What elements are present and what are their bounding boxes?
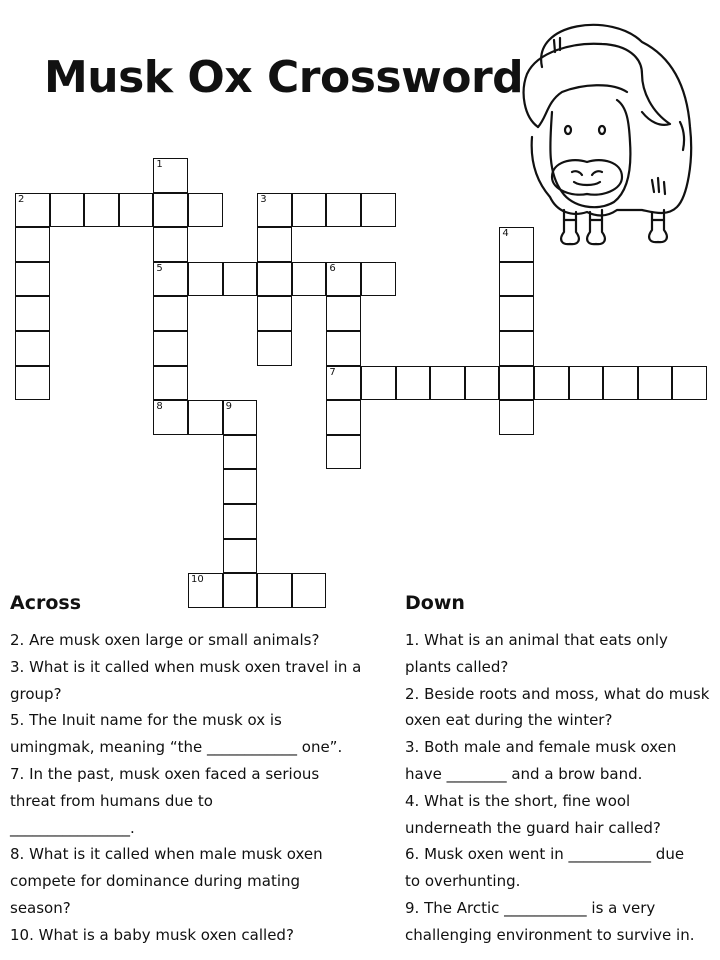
across-clues xyxy=(10,627,361,949)
grid-cell[interactable] xyxy=(223,435,258,470)
grid-cell[interactable] xyxy=(257,296,292,331)
grid-cell[interactable] xyxy=(15,193,50,228)
grid-cell[interactable] xyxy=(292,573,327,608)
clue-line: 2. Beside roots and moss, what do musk xyxy=(405,684,710,703)
grid-cell[interactable] xyxy=(153,227,188,262)
grid-cell[interactable] xyxy=(223,400,258,435)
clue-number: 2 xyxy=(18,193,25,205)
grid-cell[interactable] xyxy=(84,193,119,228)
grid-cell[interactable] xyxy=(15,366,50,401)
grid-cell[interactable] xyxy=(326,262,361,297)
clue-line: 9. The Arctic ___________ is a very xyxy=(405,898,656,917)
grid-cell[interactable] xyxy=(326,400,361,435)
clue-number: 3 xyxy=(260,193,267,205)
grid-cell[interactable] xyxy=(153,296,188,331)
grid-cell[interactable] xyxy=(499,400,534,435)
grid-cell[interactable] xyxy=(569,366,604,401)
grid-cell[interactable] xyxy=(188,262,223,297)
clue-line: 3. What is it called when musk oxen travel in a xyxy=(10,657,362,676)
clue-number: 1 xyxy=(156,159,163,170)
grid-cell[interactable] xyxy=(326,296,361,331)
grid-cell[interactable] xyxy=(223,539,258,574)
grid-cell[interactable] xyxy=(257,262,292,297)
grid-cell[interactable] xyxy=(223,262,258,297)
grid-cell[interactable] xyxy=(292,193,327,228)
clue-line: 5. The Inuit name for the musk ox is xyxy=(10,711,282,730)
clue-line: have ________ and a brow band. xyxy=(405,764,643,783)
grid-cell[interactable] xyxy=(603,366,638,401)
grid-cell[interactable] xyxy=(396,366,431,401)
clue-line: 3. Both male and female musk oxen xyxy=(405,738,677,757)
clue-line: season? xyxy=(10,898,71,917)
grid-cell[interactable] xyxy=(15,331,50,366)
grid-cell[interactable] xyxy=(326,193,361,228)
clue-line: 7. In the past, musk oxen faced a serious xyxy=(10,764,320,783)
clue-line: 4. What is the short, fine wool xyxy=(405,791,631,810)
clue-line: compete for dominance during mating xyxy=(10,872,301,891)
clue-number: 8 xyxy=(156,401,163,413)
grid-cell[interactable] xyxy=(15,227,50,262)
grid-cell[interactable] xyxy=(153,193,188,228)
grid-cell[interactable] xyxy=(292,262,327,297)
down-heading: Down xyxy=(405,592,465,614)
grid-cell[interactable] xyxy=(326,366,361,401)
grid-cell[interactable] xyxy=(257,193,292,228)
grid-cell[interactable] xyxy=(465,366,500,401)
grid-cell[interactable] xyxy=(223,573,258,608)
clue-number: 9 xyxy=(225,401,232,413)
grid-cell[interactable] xyxy=(153,366,188,401)
grid-cell[interactable] xyxy=(223,469,258,504)
clue-line: oxen eat during the winter? xyxy=(405,711,613,730)
page-title: Musk Ox Crossword xyxy=(44,52,524,103)
clue-line: ________________. xyxy=(10,818,135,837)
grid-cell[interactable] xyxy=(153,331,188,366)
grid-cell[interactable] xyxy=(188,400,223,435)
grid-cell[interactable] xyxy=(257,227,292,262)
grid-cell[interactable] xyxy=(534,366,569,401)
grid-cell[interactable] xyxy=(499,227,534,262)
grid-cell[interactable] xyxy=(361,262,396,297)
clue-line: 10. What is a baby musk oxen called? xyxy=(10,925,294,944)
grid-cell[interactable] xyxy=(153,262,188,297)
grid-cell[interactable] xyxy=(499,296,534,331)
clue-number: 5 xyxy=(156,262,163,274)
clue-line: plants called? xyxy=(405,657,509,676)
clue-line: challenging environment to survive in. xyxy=(405,925,695,944)
clue-line: to overhunting. xyxy=(405,872,521,891)
grid-cell[interactable] xyxy=(326,435,361,470)
grid-cell[interactable] xyxy=(188,573,223,608)
musk-ox-illustration xyxy=(502,12,702,247)
grid-cell[interactable] xyxy=(672,366,707,401)
clue-line: group? xyxy=(10,684,62,703)
grid-cell[interactable] xyxy=(153,400,188,435)
down-clues xyxy=(405,627,709,949)
clue-number: 6 xyxy=(329,262,336,274)
clue-number: 10 xyxy=(191,574,204,586)
across-heading: Across xyxy=(10,592,82,614)
clue-line: threat from humans due to xyxy=(10,791,213,810)
grid-cell[interactable] xyxy=(499,262,534,297)
clue-line: 6. Musk oxen went in ___________ due xyxy=(405,845,685,864)
clue-line: umingmak, meaning “the ____________ one”. xyxy=(10,738,343,757)
grid-cell[interactable] xyxy=(50,193,85,228)
clue-line: 1. What is an animal that eats only xyxy=(405,631,668,649)
grid-cell[interactable] xyxy=(361,366,396,401)
grid-cell[interactable] xyxy=(499,366,534,401)
grid-cell[interactable] xyxy=(15,262,50,297)
grid-cell[interactable] xyxy=(638,366,673,401)
grid-cell[interactable] xyxy=(257,573,292,608)
clue-number: 7 xyxy=(329,366,336,378)
grid-cell[interactable] xyxy=(188,193,223,228)
clue-line: 8. What is it called when male musk oxen xyxy=(10,845,323,864)
grid-cell[interactable] xyxy=(119,193,154,228)
grid-cell[interactable] xyxy=(361,193,396,228)
grid-cell[interactable] xyxy=(153,158,188,193)
clue-number: 4 xyxy=(502,228,509,240)
clue-line: 2. Are musk oxen large or small animals? xyxy=(10,631,320,649)
grid-cell[interactable] xyxy=(430,366,465,401)
grid-cell[interactable] xyxy=(326,331,361,366)
grid-cell[interactable] xyxy=(15,296,50,331)
grid-cell[interactable] xyxy=(223,504,258,539)
grid-cell[interactable] xyxy=(499,331,534,366)
clue-line: underneath the guard hair called? xyxy=(405,818,661,837)
grid-cell[interactable] xyxy=(257,331,292,366)
